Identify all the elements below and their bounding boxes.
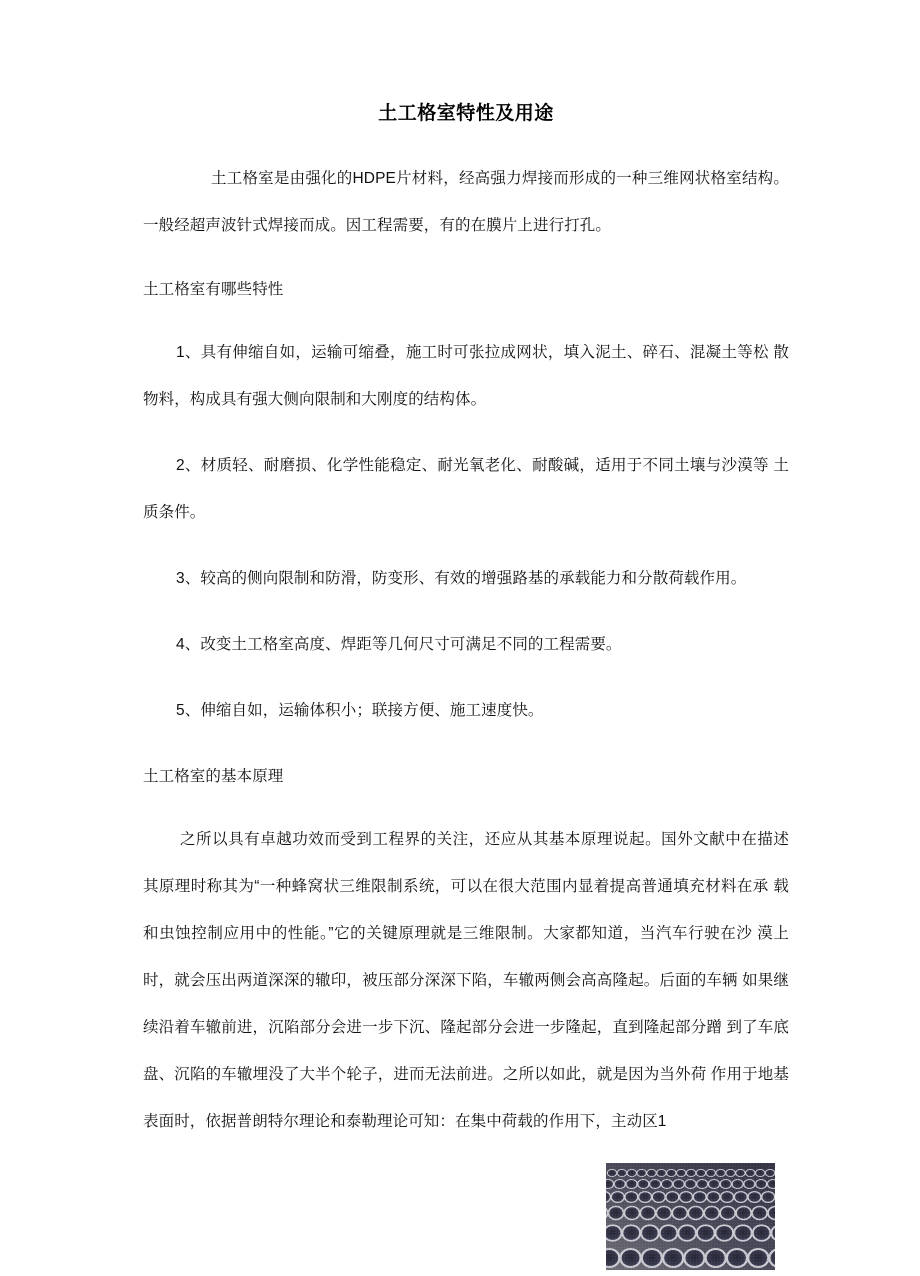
geocell-illustration	[606, 1163, 775, 1270]
principle-paragraph: 之所以具有卓越功效而受到工程界的关注，还应从其基本原理说起。国外文献中在描述 其原理时称其为“一种蜂窝状三维限制系统，可以在很大范围内显着提高普通填充材料在承 载和虫蚀控制应用中的性能。”它的关键原理就是三维限制。大家都知道，当汽车行驶在沙 漠上时，就会压出两道深深的辙印，被压部分深深下陷，车辙两侧会高高隆起。后面的车辆 如果继续沿着车辙前进，沉陷部分会进一步下沉、隆起部分会进一步隆起，直到隆起部分蹭 到了车底盘、沉陷的车辙埋没了大半个轮子，进而无法前进。之所以如此，就是因为当外荷 作用于地基表面时，依据普朗特尔理论和泰勒理论可知：在集中荷载的作用下，主动区1	[143, 831, 789, 1130]
section-heading-characteristics: 土工格室有哪些特性	[143, 281, 284, 298]
document-body	[143, 0, 789, 1145]
list-item-number: 1、	[176, 344, 201, 361]
list-item-text: 改变土工格室高度、焊距等几何尺寸可满足不同的工程需要。	[200, 636, 622, 653]
list-item-text: 材质轻、耐磨损、化学性能稳定、耐光氧老化、耐酸碱，适用于不同土壤与沙漠等 土质条件。	[143, 457, 789, 521]
list-item	[143, 536, 789, 602]
list-item	[143, 423, 789, 536]
list-item	[143, 602, 789, 668]
section-heading-principle: 土工格室的基本原理	[143, 768, 284, 785]
characteristics-list	[143, 310, 789, 734]
geocell-honeycomb-photo	[606, 1163, 775, 1270]
intro-paragraph: 土工格室是由强化的HDPE片材料，经高强力焊接而形成的一种三维网状格室结构。一般经超声波针式焊接而成。因工程需要，有的在膜片上进行打孔。	[143, 170, 789, 234]
page-title: 土工格室特性及用途	[378, 103, 554, 124]
list-item-number: 2、	[176, 457, 201, 474]
list-item-text: 具有伸缩自如，运输可缩叠，施工时可张拉成网状，填入泥土、碎石、混凝土等松 散物料，构成具有强大侧向限制和大刚度的结构体。	[143, 344, 789, 408]
list-item-number: 5、	[176, 702, 201, 719]
list-item-text: 伸缩自如，运输体积小；联接方便、施工速度快。	[200, 702, 544, 719]
list-item-number: 4、	[176, 636, 201, 653]
list-item-text: 较高的侧向限制和防滑，防变形、有效的增强路基的承载能力和分散荷载作用。	[200, 570, 747, 587]
list-item-number: 3、	[176, 570, 201, 587]
list-item	[143, 310, 789, 423]
list-item	[143, 668, 789, 734]
